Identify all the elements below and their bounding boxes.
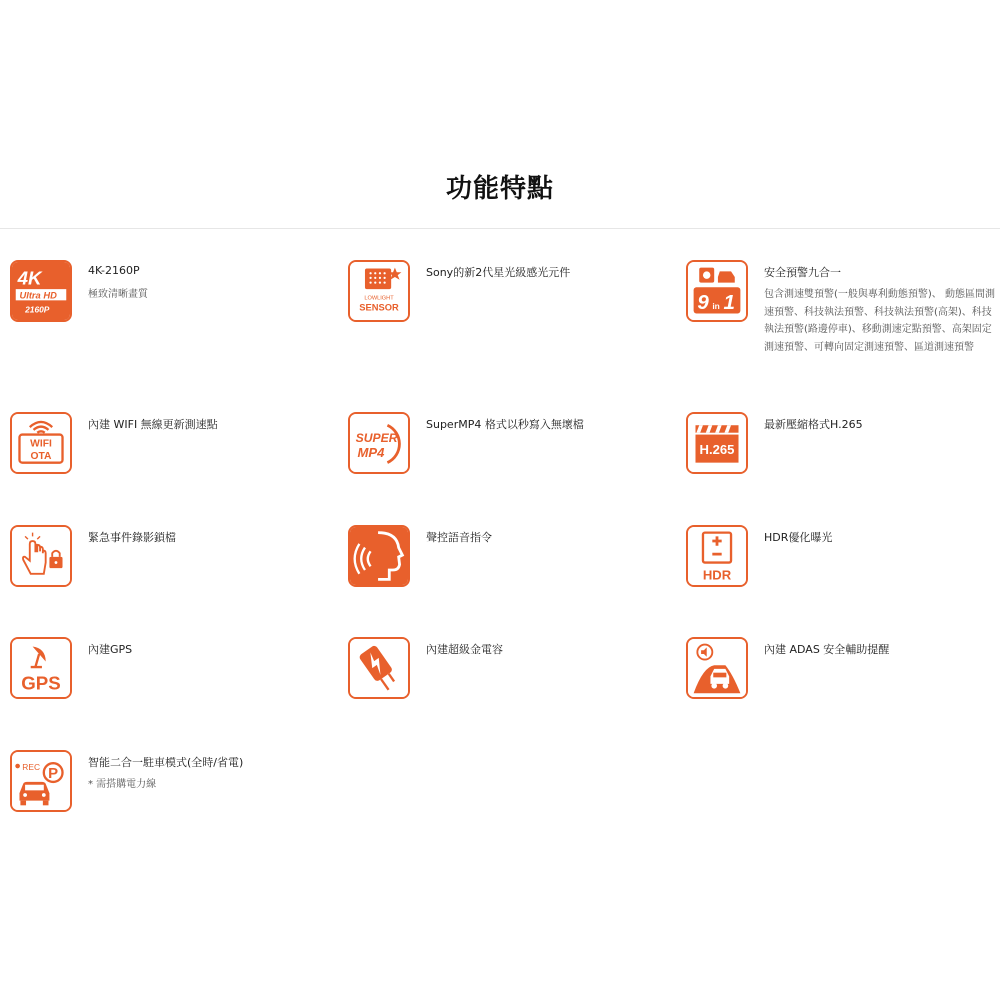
adas-car-icon bbox=[686, 637, 748, 699]
feature-nine-in-one bbox=[686, 260, 1000, 370]
svg-text:1: 1 bbox=[723, 290, 736, 314]
4k-ultra-hd-icon bbox=[10, 260, 72, 322]
feature-title: 緊急事件錄影鎖檔 bbox=[88, 531, 176, 544]
feature-parking-mode bbox=[10, 750, 330, 820]
header-divider bbox=[0, 228, 1000, 229]
nine-in-one-icon bbox=[686, 260, 748, 322]
svg-text:H.265: H.265 bbox=[699, 442, 735, 458]
feature-4k bbox=[10, 260, 330, 330]
super-mp4-icon bbox=[348, 412, 410, 474]
touch-lock-icon bbox=[10, 525, 72, 587]
svg-text:Ultra HD: Ultra HD bbox=[19, 290, 57, 301]
feature-lock-recording bbox=[10, 525, 330, 595]
feature-sensor bbox=[348, 260, 668, 330]
svg-text:9: 9 bbox=[697, 290, 709, 314]
feature-description: 包含測速雙預警(一般與專利動態預警)、 動態區間測速預警、科技執法預警、科技執法預警(高架)、科技執法預警(路邊停車)、移動測速定點預警、高架固定測速預警、可轉向固定測速預警、區道測速預警 bbox=[764, 289, 995, 353]
feature-title: 內建GPS bbox=[88, 643, 133, 656]
feature-description: * 需搭購電力線 bbox=[88, 779, 157, 790]
svg-text:MP4: MP4 bbox=[357, 445, 385, 461]
feature-wifi-ota bbox=[10, 412, 330, 482]
page-title: 功能特點 bbox=[445, 174, 554, 204]
feature-h265 bbox=[686, 412, 1000, 482]
feature-supermp4 bbox=[348, 412, 668, 482]
feature-description: 極致清晰畫質 bbox=[88, 289, 148, 300]
feature-title: HDR優化曝光 bbox=[764, 531, 833, 544]
feature-title: 智能二合一駐車模式(全時/省電) bbox=[88, 756, 244, 769]
svg-text:LOWLIGHT: LOWLIGHT bbox=[364, 295, 394, 302]
feature-title: Sony的新2代星光級感光元件 bbox=[426, 266, 571, 279]
feature-title: 內建超級金電容 bbox=[426, 643, 503, 656]
svg-text:in: in bbox=[712, 300, 720, 311]
svg-text:REC: REC bbox=[22, 761, 41, 772]
super-capacitor-icon bbox=[348, 637, 410, 699]
feature-adas bbox=[686, 637, 1000, 707]
h265-clapper-icon bbox=[686, 412, 748, 474]
feature-title: 內建 WIFI 無線更新測速點 bbox=[88, 418, 218, 431]
lowlight-sensor-icon bbox=[348, 260, 410, 322]
feature-gps bbox=[10, 637, 330, 707]
svg-text:2160P: 2160P bbox=[25, 304, 50, 315]
voice-control-icon bbox=[348, 525, 410, 587]
feature-title: 安全預警九合一 bbox=[764, 266, 841, 279]
svg-text:WIFI: WIFI bbox=[30, 438, 52, 450]
svg-text:SENSOR: SENSOR bbox=[359, 302, 399, 313]
svg-text:HDR: HDR bbox=[702, 567, 732, 583]
feature-voice-control bbox=[348, 525, 668, 595]
feature-title: 最新壓縮格式H.265 bbox=[764, 418, 863, 431]
hdr-icon bbox=[686, 525, 748, 587]
feature-title: SuperMP4 格式以秒寫入無壞檔 bbox=[426, 418, 584, 431]
feature-hdr bbox=[686, 525, 1000, 595]
svg-text:SUPER: SUPER bbox=[355, 431, 398, 446]
feature-title: 內建 ADAS 安全輔助提醒 bbox=[764, 643, 890, 656]
svg-text:4K: 4K bbox=[17, 267, 42, 289]
gps-icon bbox=[10, 637, 72, 699]
feature-title: 4K-2160P bbox=[88, 264, 140, 277]
feature-title: 聲控語音指令 bbox=[426, 531, 492, 544]
wifi-ota-icon bbox=[10, 412, 72, 474]
parking-mode-icon bbox=[10, 750, 72, 812]
svg-text:P: P bbox=[48, 765, 59, 783]
feature-super-capacitor bbox=[348, 637, 668, 707]
svg-text:GPS: GPS bbox=[21, 672, 61, 694]
svg-text:OTA: OTA bbox=[30, 450, 52, 462]
